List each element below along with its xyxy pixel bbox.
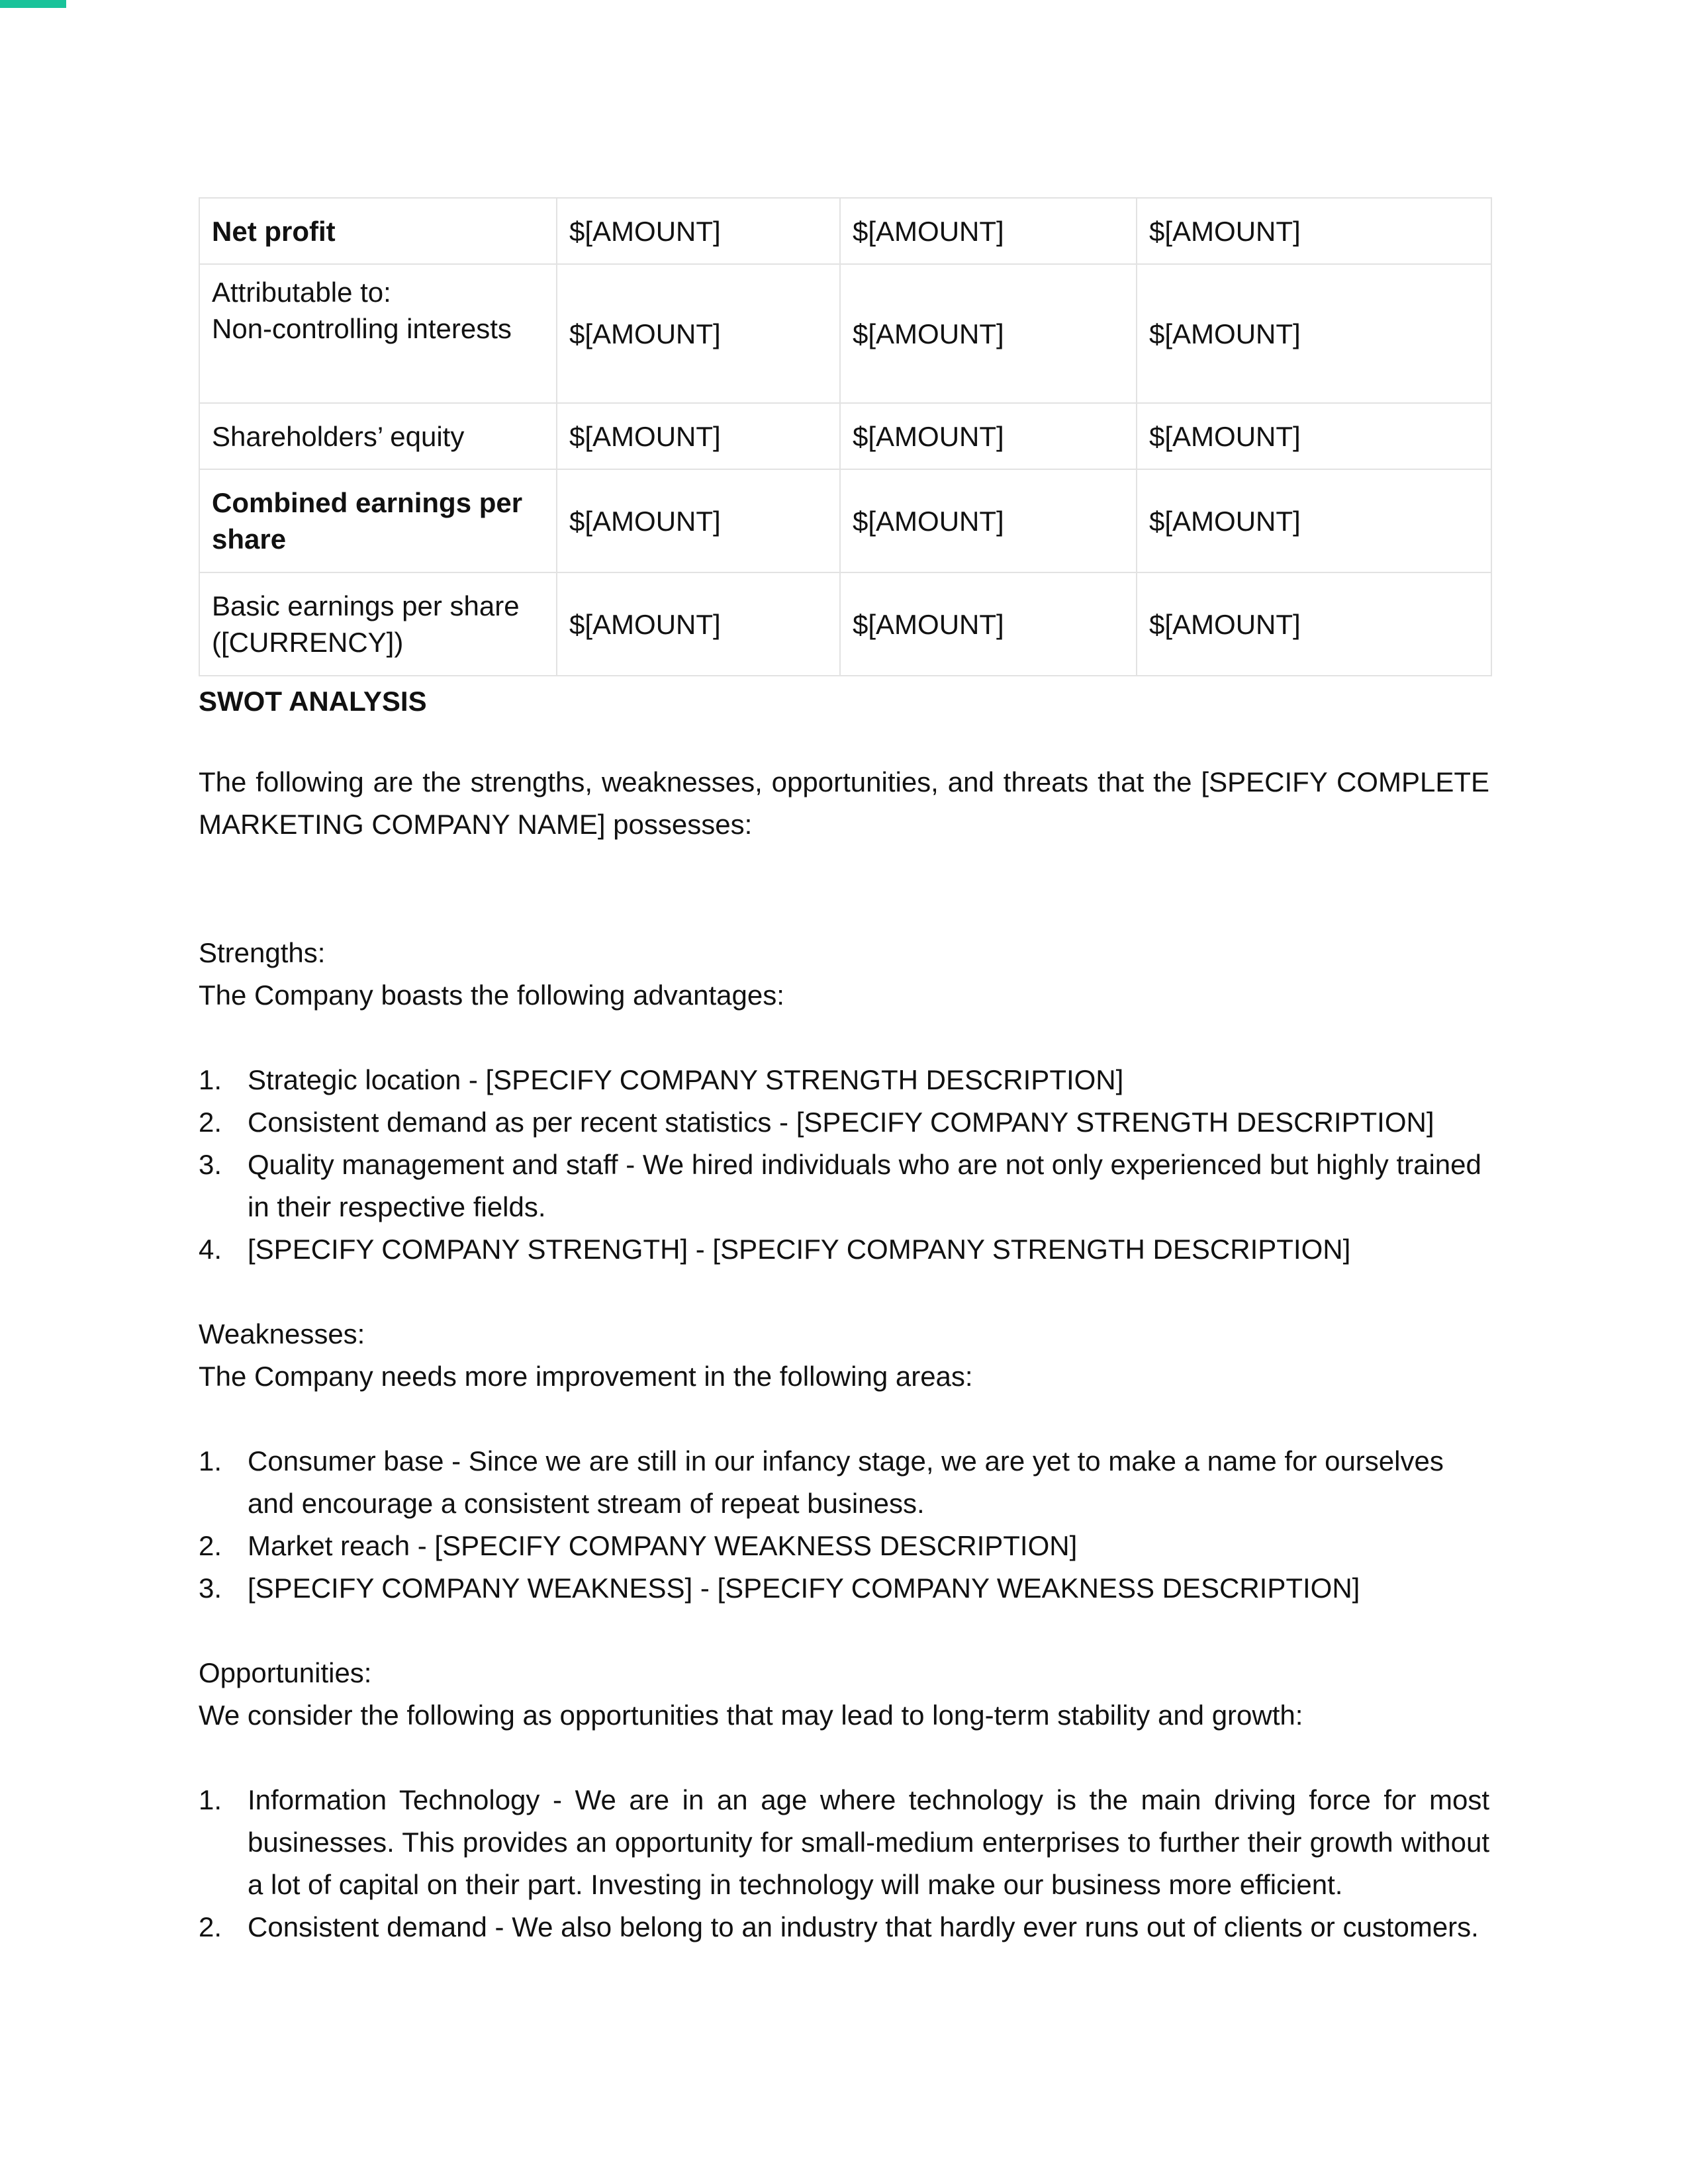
opportunities-list bbox=[199, 1779, 1489, 1948]
list-number: 2. bbox=[199, 1530, 222, 1561]
list-number: 2. bbox=[199, 1107, 222, 1138]
amount-cell: $[AMOUNT] bbox=[557, 403, 840, 469]
list-item bbox=[199, 1906, 1489, 1948]
row-label-line: ([CURRENCY]) bbox=[212, 627, 404, 658]
list-item bbox=[199, 1144, 1489, 1228]
amount-cell: $[AMOUNT] bbox=[1137, 198, 1491, 264]
amount-cell: $[AMOUNT] bbox=[557, 469, 840, 572]
amount-cell: $[AMOUNT] bbox=[557, 264, 840, 403]
brand-accent-bar bbox=[0, 0, 66, 8]
row-label bbox=[199, 572, 557, 676]
weaknesses-lead: The Company needs more improvement in the following areas: bbox=[199, 1361, 973, 1392]
strengths-heading: Strengths: bbox=[199, 937, 326, 968]
table-row bbox=[199, 198, 1491, 264]
opportunities-lead: We consider the following as opportunities that may lead to long-term stability and growth: bbox=[199, 1700, 1303, 1731]
list-item bbox=[199, 1567, 1489, 1610]
table-row bbox=[199, 264, 1491, 403]
amount-cell: $[AMOUNT] bbox=[1137, 469, 1491, 572]
strengths-list bbox=[199, 1059, 1489, 1271]
document-body bbox=[199, 197, 1489, 1948]
row-label bbox=[199, 469, 557, 572]
table-row bbox=[199, 469, 1491, 572]
amount-cell: $[AMOUNT] bbox=[1137, 403, 1491, 469]
amount-cell: $[AMOUNT] bbox=[840, 469, 1137, 572]
list-item bbox=[199, 1525, 1489, 1567]
list-text: Consistent demand as per recent statistics - [SPECIFY COMPANY STRENGTH DESCRIPTION] bbox=[248, 1107, 1434, 1138]
opportunities-heading: Opportunities: bbox=[199, 1657, 372, 1688]
list-item bbox=[199, 1101, 1489, 1144]
weaknesses-list bbox=[199, 1440, 1489, 1610]
list-text: [SPECIFY COMPANY STRENGTH] - [SPECIFY COMPANY STRENGTH DESCRIPTION] bbox=[248, 1234, 1351, 1265]
weaknesses-heading: Weaknesses: bbox=[199, 1318, 365, 1349]
list-number: 2. bbox=[199, 1911, 222, 1942]
financial-summary-table bbox=[199, 197, 1492, 676]
row-label-line: share bbox=[212, 523, 287, 555]
amount-cell: $[AMOUNT] bbox=[840, 572, 1137, 676]
list-number: 1. bbox=[199, 1784, 222, 1815]
list-text: Strategic location - [SPECIFY COMPANY STRENGTH DESCRIPTION] bbox=[248, 1064, 1124, 1095]
row-label-line: Attributable to: bbox=[212, 277, 391, 308]
list-number: 3. bbox=[199, 1572, 222, 1604]
list-number: 4. bbox=[199, 1234, 222, 1265]
table-row bbox=[199, 572, 1491, 676]
amount-cell: $[AMOUNT] bbox=[840, 264, 1137, 403]
list-text: Market reach - [SPECIFY COMPANY WEAKNESS DESCRIPTION] bbox=[248, 1530, 1078, 1561]
list-text: Consistent demand - We also belong to an industry that hardly ever runs out of clients or customers. bbox=[248, 1911, 1479, 1942]
amount-cell: $[AMOUNT] bbox=[1137, 572, 1491, 676]
list-text: [SPECIFY COMPANY WEAKNESS] - [SPECIFY COMPANY WEAKNESS DESCRIPTION] bbox=[248, 1572, 1360, 1604]
row-label-line: Non-controlling interests bbox=[212, 313, 512, 344]
list-item bbox=[199, 1779, 1489, 1906]
amount-cell: $[AMOUNT] bbox=[1137, 264, 1491, 403]
list-number: 1. bbox=[199, 1064, 222, 1095]
list-text: Consumer base - Since we are still in our infancy stage, we are yet to make a name for ourselves and encourage a consistent stream of repeat business. bbox=[248, 1445, 1444, 1519]
amount-cell: $[AMOUNT] bbox=[840, 198, 1137, 264]
row-label: Shareholders’ equity bbox=[199, 403, 557, 469]
list-item bbox=[199, 1059, 1489, 1101]
list-item bbox=[199, 1228, 1489, 1271]
row-label-line: Combined earnings per bbox=[212, 487, 523, 518]
amount-cell: $[AMOUNT] bbox=[840, 403, 1137, 469]
list-item bbox=[199, 1440, 1489, 1525]
swot-section-title: SWOT ANALYSIS bbox=[199, 686, 427, 717]
list-number: 3. bbox=[199, 1149, 222, 1180]
list-text: Information Technology - We are in an age where technology is the main driving force for most businesses. This provides an opportunity for small-medium enterprises to further their growth without a lot of capital on their part. Investing in technology will make our business more efficient. bbox=[248, 1784, 1489, 1900]
row-label-line: Basic earnings per share bbox=[212, 590, 520, 621]
row-label: Net profit bbox=[199, 198, 557, 264]
swot-intro-paragraph: The following are the strengths, weaknesses, opportunities, and threats that the [SPECIFY COMPLETE MARKETING COMPANY NAME] possesses: bbox=[199, 766, 1489, 840]
amount-cell: $[AMOUNT] bbox=[557, 572, 840, 676]
list-text: Quality management and staff - We hired individuals who are not only experienced but highly trained in their respective fields. bbox=[248, 1149, 1481, 1222]
list-number: 1. bbox=[199, 1445, 222, 1477]
strengths-lead: The Company boasts the following advantages: bbox=[199, 979, 784, 1011]
amount-cell: $[AMOUNT] bbox=[557, 198, 840, 264]
table-row bbox=[199, 403, 1491, 469]
row-label bbox=[199, 264, 557, 403]
